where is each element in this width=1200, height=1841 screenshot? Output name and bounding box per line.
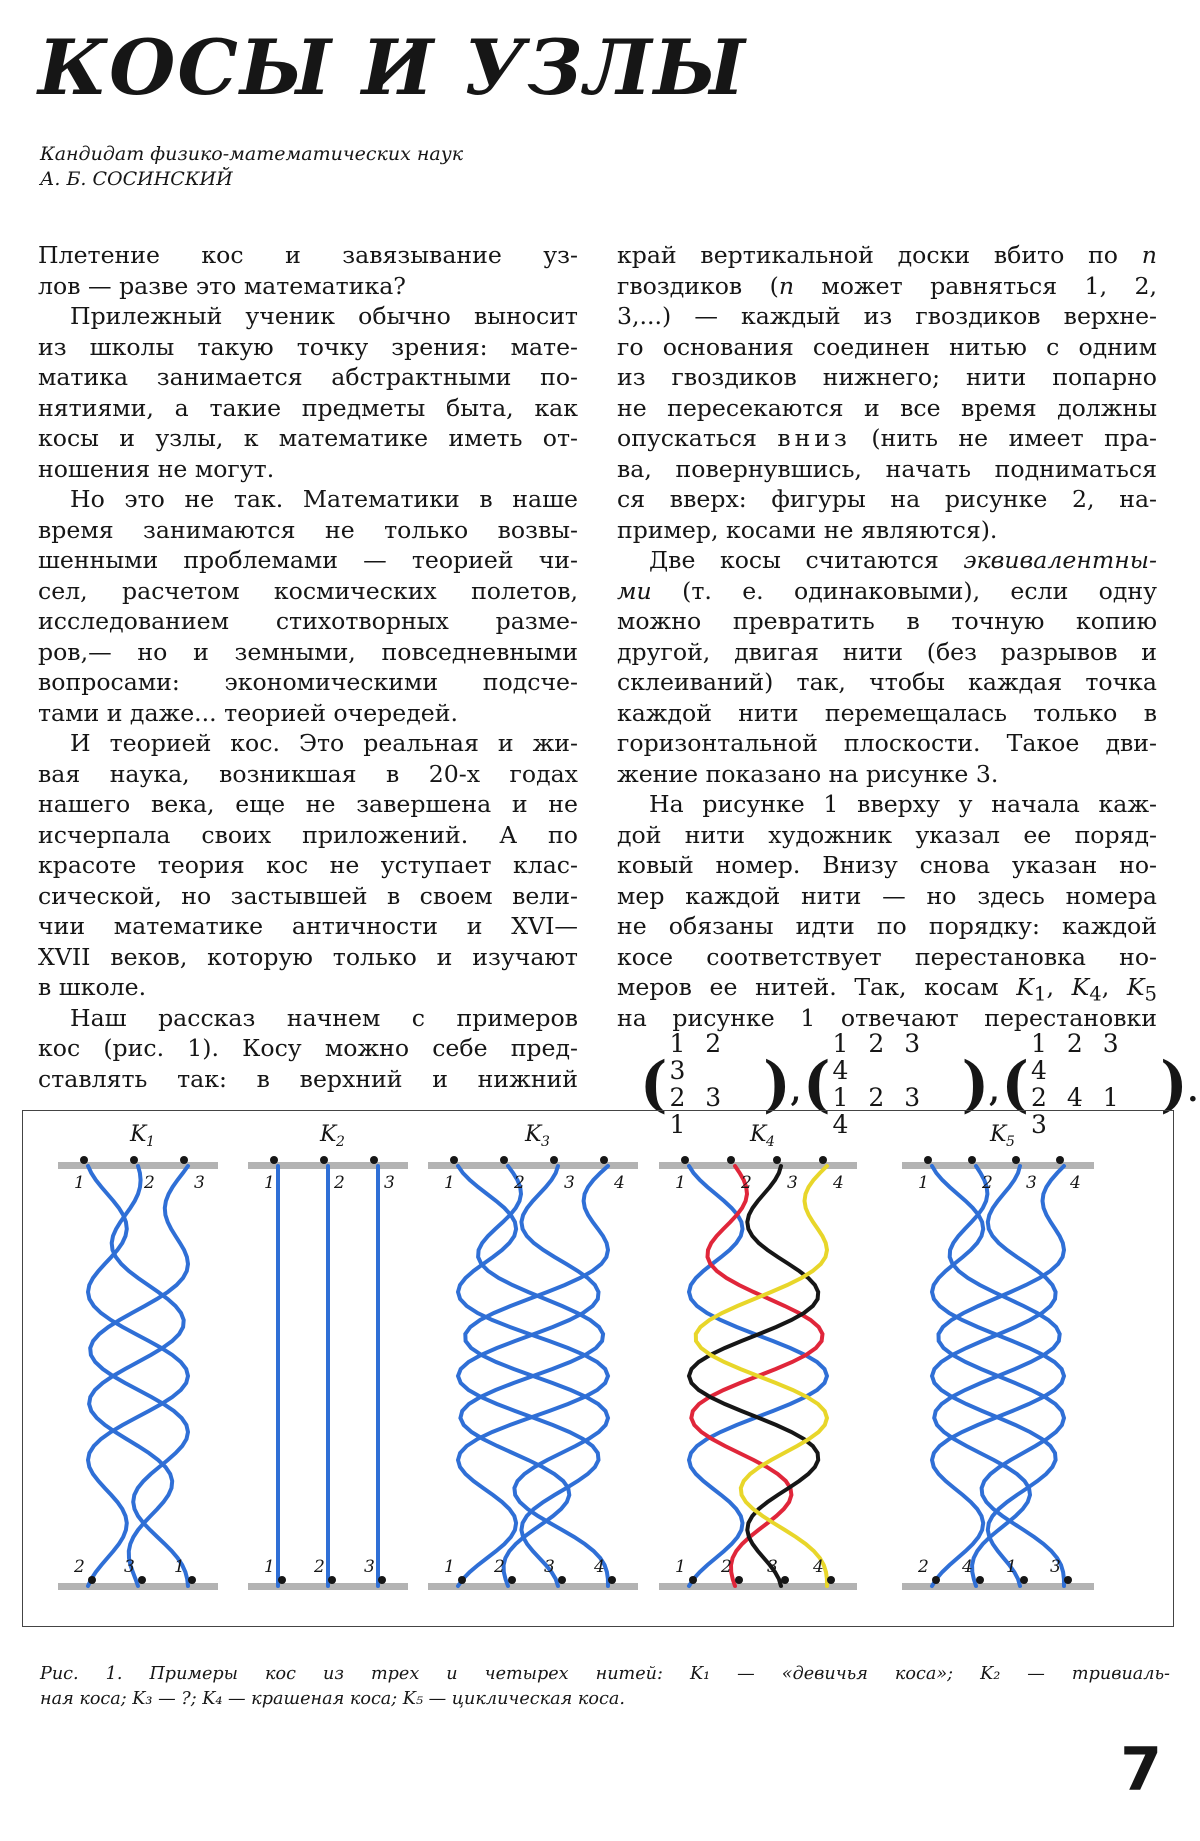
- nail-bottom: [689, 1576, 697, 1584]
- text-line: можно превратить в точную копию: [617, 607, 1157, 635]
- nail-bottom: [558, 1576, 566, 1584]
- strand-number-top: 1: [918, 1173, 929, 1193]
- text-line: край вертикальной доски вбито по n: [617, 241, 1157, 269]
- text-line: лов — разве это математика?: [38, 271, 406, 300]
- braid-label-sub: 4: [766, 1134, 775, 1150]
- text-line: Прилежный ученик обычно выносит: [70, 302, 578, 330]
- strand-number-bottom: 1: [675, 1557, 686, 1577]
- text-line: ставлять так: в верхний и нижний: [38, 1064, 578, 1093]
- strand-number-top: 3: [787, 1173, 798, 1193]
- text-line: ковый номер. Внизу снова указан но-: [617, 851, 1157, 879]
- nail-bottom: [976, 1576, 984, 1584]
- author-name: А. Б. СОСИНСКИЙ: [40, 168, 233, 190]
- permutation-k1: ( 1 2 3 2 3 1 ): [640, 1029, 791, 1139]
- text-line: вая наука, возникшая в 20-х годах: [38, 759, 578, 788]
- braid-figure: [22, 1110, 1174, 1627]
- strand-number-top: 3: [384, 1173, 395, 1193]
- text-line: Плетение кос и завязывание уз-: [38, 241, 578, 269]
- strand: [465, 1166, 608, 1586]
- nail-bottom: [378, 1576, 386, 1584]
- nail-top: [727, 1156, 735, 1164]
- text-line: ся вверх: фигуры на рисунке 2, на-: [617, 485, 1157, 513]
- text-line: не обязаны идти по порядку: каждой: [617, 912, 1157, 940]
- text-line: меров ее нитей. Так, косам $K_1$, $K_4$, $K_5$: [617, 973, 1157, 1006]
- nail-top: [681, 1156, 689, 1164]
- text-line: пример, косами не являются).: [617, 515, 998, 544]
- strand-number-top: 4: [1070, 1173, 1081, 1193]
- permutation-k5: ( 1 2 3 4 2 4 1 3 ): [1001, 1029, 1188, 1139]
- strand-number-top: 3: [564, 1173, 575, 1193]
- strand-number-bottom: 3: [767, 1557, 778, 1577]
- nail-top: [320, 1156, 328, 1164]
- nail-top: [270, 1156, 278, 1164]
- text-line: мер каждой нити — но здесь номера: [617, 881, 1157, 910]
- text-line: кос (рис. 1). Косу можно себе пред-: [38, 1034, 578, 1062]
- text-line: ва, повернувшись, начать подниматься: [617, 454, 1157, 483]
- braid-label: K: [130, 1122, 147, 1147]
- permutation-k4: ( 1 2 3 4 1 2 3 4 ): [803, 1029, 990, 1139]
- strand-number-bottom: 3: [1050, 1557, 1061, 1577]
- strand-number-top: 4: [833, 1173, 844, 1193]
- braid-label-sub: 2: [336, 1134, 345, 1150]
- nail-top: [819, 1156, 827, 1164]
- permutations: ( 1 2 3 2 3 1 ) , ( 1 2 3 4 1 2 3 4 ) , ( 1 2 3 4 2 4 1 3 ) .: [640, 1029, 1199, 1139]
- braid-label: K: [525, 1122, 542, 1147]
- text-line: 3,...) — каждый из гвоздиков верхне-: [617, 302, 1157, 330]
- nail-bottom: [88, 1576, 96, 1584]
- text-line: жение показано на рисунке 3.: [617, 759, 999, 788]
- strand-number-bottom: 2: [918, 1557, 929, 1577]
- strand-number-top: 1: [675, 1173, 686, 1193]
- braid-label-sub: 5: [1006, 1134, 1015, 1150]
- strand-number-top: 2: [334, 1173, 345, 1193]
- strand-number-bottom: 3: [364, 1557, 375, 1577]
- nail-top: [450, 1156, 458, 1164]
- nail-top: [370, 1156, 378, 1164]
- nail-bottom: [735, 1576, 743, 1584]
- nail-bottom: [328, 1576, 336, 1584]
- strand-number-bottom: 1: [1006, 1557, 1017, 1577]
- text-line: в школе.: [38, 973, 147, 1001]
- text-line: сел, расчетом космических полетов,: [38, 576, 578, 605]
- nail-bottom: [138, 1576, 146, 1584]
- text-line: сической, но застывшей в своем вели-: [38, 881, 578, 910]
- strand-number-top: 2: [982, 1173, 993, 1193]
- nail-bottom: [278, 1576, 286, 1584]
- text-line: И теорией кос. Это реальная и жи-: [70, 729, 578, 757]
- text-line: гвоздиков (n может равняться 1, 2,: [617, 271, 1157, 300]
- text-line: исследованием стихотворных разме-: [38, 607, 578, 635]
- text-line: Две косы считаются эквивалентны-: [649, 546, 1157, 574]
- figure-caption: [40, 1662, 1170, 1712]
- strand-number-bottom: 2: [494, 1557, 505, 1577]
- strand-number-bottom: 3: [544, 1557, 555, 1577]
- braid-label-sub: 1: [146, 1134, 155, 1150]
- strand-number-top: 3: [194, 1173, 205, 1193]
- strand-number-top: 4: [614, 1173, 625, 1193]
- nail-top: [1056, 1156, 1064, 1164]
- strand: [939, 1166, 1065, 1586]
- article-title: КОСЫ И УЗЛЫ: [38, 23, 747, 112]
- nail-top: [773, 1156, 781, 1164]
- nail-bottom: [188, 1576, 196, 1584]
- nail-bottom: [458, 1576, 466, 1584]
- nail-top: [600, 1156, 608, 1164]
- nail-top: [130, 1156, 138, 1164]
- nail-top: [968, 1156, 976, 1164]
- nail-top: [500, 1156, 508, 1164]
- strand-number-bottom: 4: [962, 1557, 973, 1577]
- text-line: чии математике античности и XVI—: [38, 912, 578, 940]
- strand-number-bottom: 1: [444, 1557, 455, 1577]
- byline: [40, 142, 463, 192]
- text-line: го основания соединен нитью с одним: [617, 332, 1157, 361]
- text-line: из гвоздиков нижнего; нити попарно: [617, 363, 1157, 391]
- strand-number-bottom: 1: [174, 1557, 185, 1577]
- author-degree: Кандидат физико-математических наук: [40, 143, 464, 165]
- nail-top: [80, 1156, 88, 1164]
- text-line: горизонтальной плоскости. Такое дви-: [617, 729, 1157, 757]
- caption-line: Рис. 1. Примеры кос из трех и четырех нитей: K₁ — «девичья коса»; K₂ — тривиаль-: [40, 1664, 1170, 1684]
- strand-number-top: 1: [264, 1173, 275, 1193]
- strand-number-bottom: 1: [264, 1557, 275, 1577]
- strand-number-bottom: 2: [74, 1557, 85, 1577]
- strand-number-bottom: 2: [721, 1557, 732, 1577]
- text-line: дой нити художник указал ее поряд-: [617, 820, 1157, 849]
- text-line: склеиваний) так, чтобы каждая точка: [617, 668, 1157, 696]
- braid-diagram: [23, 1111, 1173, 1626]
- strand: [696, 1166, 827, 1586]
- text-line: матика занимается абстрактными по-: [38, 363, 578, 391]
- text-line: опускаться вниз (нить не имеет пра-: [617, 424, 1157, 452]
- strand: [90, 1166, 188, 1586]
- text-line: другой, двигая нити (без разрывов и: [617, 637, 1157, 666]
- page-number: 7: [1120, 1735, 1162, 1805]
- text-line: нашего века, еще не завершена и не: [38, 790, 578, 818]
- text-line: из школы такую точку зрения: мате-: [38, 332, 578, 361]
- strand-number-top: 2: [514, 1173, 525, 1193]
- text-line: Но это не так. Математики в наше: [70, 485, 578, 513]
- text-line: Наш рассказ начнем с примеров: [70, 1003, 578, 1032]
- text-line: время занимаются не только возвы-: [38, 515, 578, 544]
- strand-number-top: 2: [144, 1173, 155, 1193]
- strand-number-top: 2: [741, 1173, 752, 1193]
- text-line: не пересекаются и все время должны: [617, 393, 1157, 422]
- nail-bottom: [608, 1576, 616, 1584]
- nail-bottom: [508, 1576, 516, 1584]
- nail-bottom: [827, 1576, 835, 1584]
- text-line: на рисунке 1 отвечают перестановки: [617, 1003, 1157, 1032]
- text-line: шенными проблемами — теорией чи-: [38, 546, 578, 574]
- strand-number-bottom: 3: [124, 1557, 135, 1577]
- braid-label-sub: 3: [541, 1134, 550, 1150]
- text-line: косы и узлы, к математике иметь от-: [38, 424, 578, 452]
- right-column: [617, 240, 1157, 1033]
- braid-label: K: [320, 1122, 337, 1147]
- text-line: каждой нити перемещалась только в: [617, 698, 1157, 727]
- strand-number-top: 3: [1026, 1173, 1037, 1193]
- strand-number-top: 1: [444, 1173, 455, 1193]
- strand-number-bottom: 2: [314, 1557, 325, 1577]
- text-line: нятиями, а такие предметы быта, как: [38, 393, 578, 422]
- text-line: ношения не могут.: [38, 454, 275, 483]
- left-column: [38, 240, 578, 1094]
- nail-bottom: [781, 1576, 789, 1584]
- strand-number-bottom: 4: [594, 1557, 605, 1577]
- nail-top: [180, 1156, 188, 1164]
- text-line: вопросами: экономическими подсче-: [38, 668, 578, 696]
- text-line: косе соответствует перестановка но-: [617, 942, 1157, 971]
- text-line: исчерпала своих приложений. А по: [38, 820, 578, 849]
- braid-label: K: [750, 1122, 767, 1147]
- text-line: ров,— но и земными, повседневными: [38, 637, 578, 666]
- text-line: XVII веков, которую только и изучают: [38, 942, 578, 971]
- text-line: тами и даже... теорией очередей.: [38, 698, 458, 727]
- nail-bottom: [1064, 1576, 1072, 1584]
- nail-top: [550, 1156, 558, 1164]
- text-line: красоте теория кос не уступает клас-: [38, 851, 578, 879]
- braid-label: K: [990, 1122, 1007, 1147]
- strand-number-bottom: 4: [813, 1557, 824, 1577]
- nail-bottom: [932, 1576, 940, 1584]
- strand-number-top: 1: [74, 1173, 85, 1193]
- nail-top: [924, 1156, 932, 1164]
- text-line: На рисунке 1 вверху у начала каж-: [649, 790, 1157, 818]
- nail-bottom: [1020, 1576, 1028, 1584]
- nail-top: [1012, 1156, 1020, 1164]
- text-line: ми (т. е. одинаковыми), если одну: [617, 576, 1157, 605]
- caption-line: ная коса; K₃ — ?; K₄ — крашеная коса; K₅ — циклическая коса.: [40, 1689, 625, 1709]
